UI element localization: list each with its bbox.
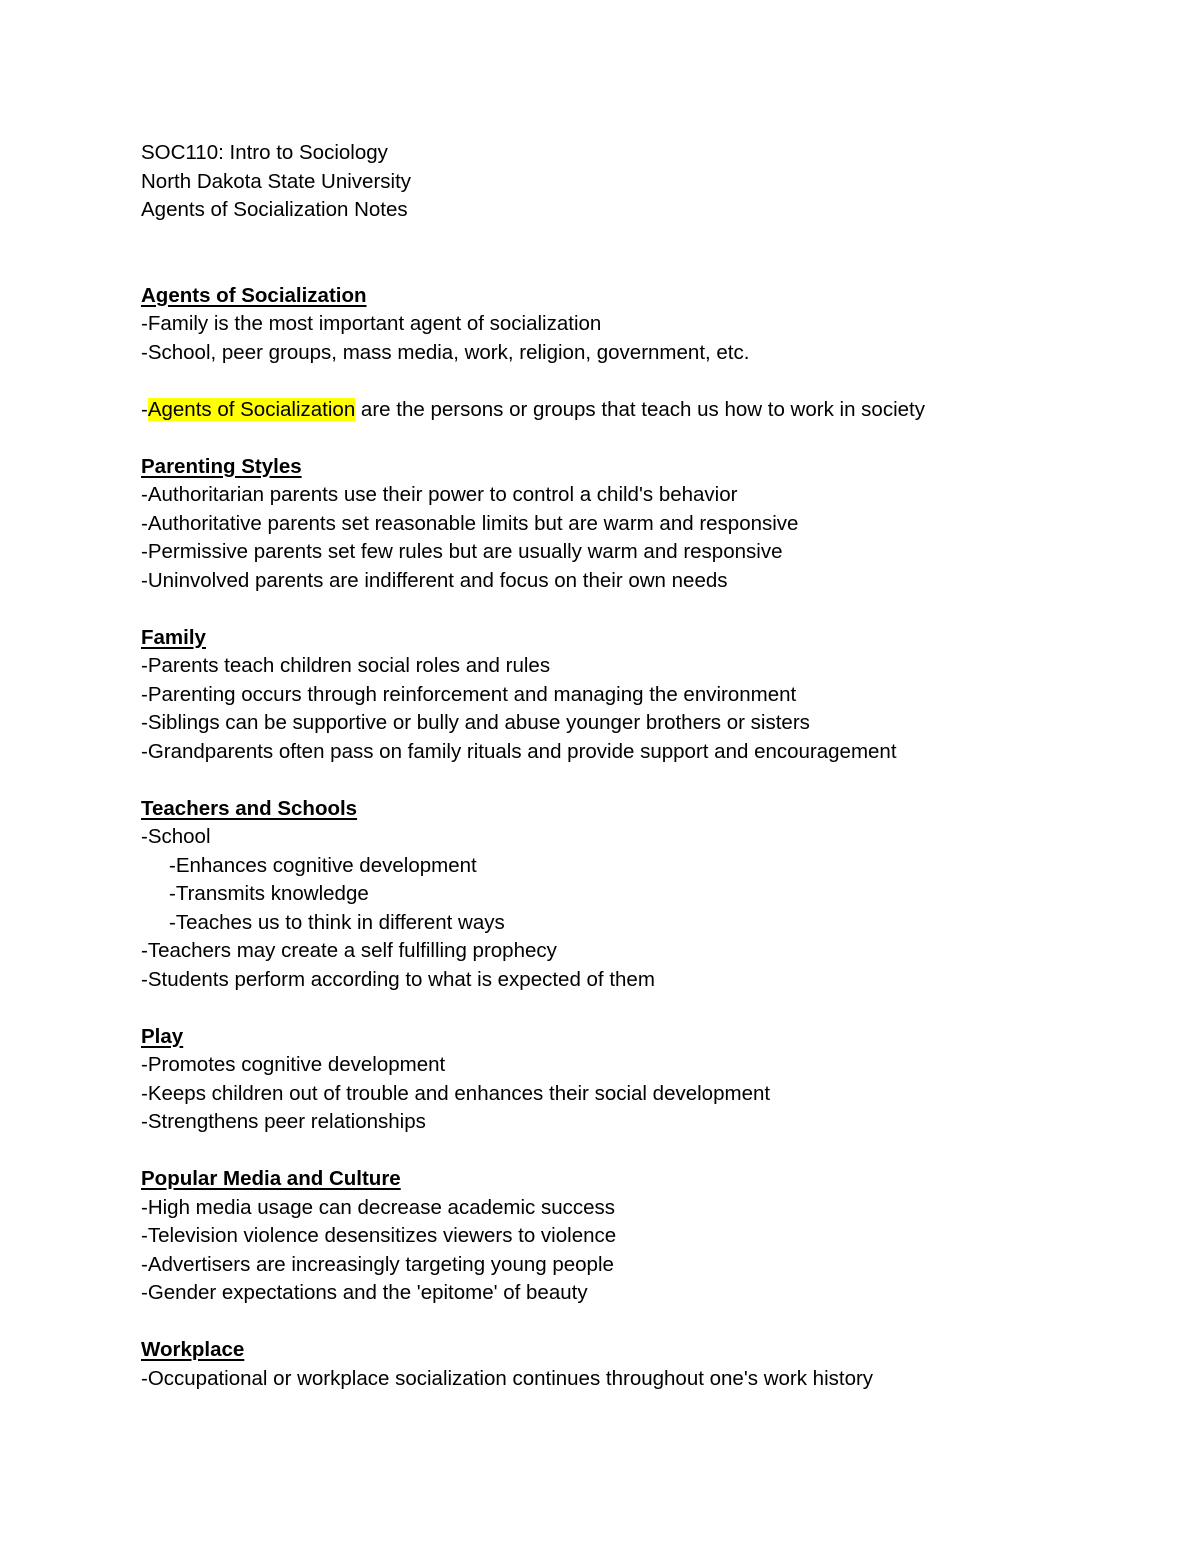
- note-line: -Television violence desensitizes viewers to violence: [141, 1224, 617, 1247]
- spacer: [141, 1308, 1041, 1337]
- note-line: -Students perform according to what is expected of them: [141, 967, 655, 991]
- note-line: -Grandparents often pass on family rituals and provide support and encouragement: [141, 739, 897, 763]
- note-line: -High media usage can decrease academic success: [141, 1195, 616, 1219]
- definition-prefix: -: [141, 397, 148, 421]
- note-line: -Strengthens peer relationships: [141, 1110, 426, 1133]
- note-line: -Parenting occurs through reinforcement and managing the environment: [141, 682, 797, 706]
- sub-note-line: -Enhances cognitive development: [169, 853, 477, 877]
- note-line: -Siblings can be supportive or bully and abuse younger brothers or sisters: [141, 711, 810, 734]
- university-name: North Dakota State University: [141, 169, 412, 193]
- note-line: -Uninvolved parents are indifferent and focus on their own needs: [141, 568, 728, 592]
- sub-note-line: -Transmits knowledge: [169, 882, 369, 905]
- section-heading-family: Family: [141, 625, 206, 649]
- spacer: [141, 367, 1041, 396]
- spacer: [141, 1137, 1041, 1166]
- definition-line: [141, 396, 1041, 425]
- course-title: SOC110: Intro to Sociology: [141, 141, 388, 164]
- note-line: -Authoritarian parents use their power to control a child's behavior: [141, 483, 738, 506]
- spacer: [141, 225, 1041, 282]
- spacer: [141, 766, 1041, 795]
- spacer: [141, 424, 1041, 453]
- section-heading-play: Play: [141, 1024, 184, 1048]
- definition-text: are the persons or groups that teach us how to work in society: [355, 397, 925, 421]
- highlighted-term: Agents of Socialization: [147, 397, 356, 421]
- note-line: -Permissive parents set few rules but are usually warm and responsive: [141, 540, 783, 563]
- document-page: [141, 139, 1041, 1393]
- note-line: -Teachers may create a self fulfilling prophecy: [141, 939, 557, 962]
- spacer: [141, 595, 1041, 624]
- section-heading-parenting: Parenting Styles: [141, 454, 302, 478]
- note-line: -Authoritative parents set reasonable limits but are warm and responsive: [141, 511, 799, 535]
- section-heading-agents: Agents of Socialization: [141, 283, 367, 307]
- document-title: Agents of Socialization Notes: [141, 198, 408, 221]
- sub-note-line: -Teaches us to think in different ways: [169, 910, 505, 934]
- note-line: -Occupational or workplace socialization continues throughout one's work history: [141, 1366, 874, 1390]
- section-heading-teachers: Teachers and Schools: [141, 796, 358, 820]
- note-line: -Family is the most important agent of socialization: [141, 312, 602, 335]
- note-line: -Keeps children out of trouble and enhances their social development: [141, 1081, 771, 1105]
- note-line: -Promotes cognitive development: [141, 1053, 446, 1076]
- note-line: -School: [141, 825, 211, 848]
- note-line: -Gender expectations and the 'epitome' of beauty: [141, 1281, 588, 1304]
- section-heading-media: Popular Media and Culture: [141, 1167, 401, 1190]
- section-heading-workplace: Workplace: [141, 1338, 245, 1361]
- note-line: -Advertisers are increasingly targeting young people: [141, 1252, 614, 1276]
- spacer: [141, 994, 1041, 1023]
- note-line: -School, peer groups, mass media, work, religion, government, etc.: [141, 340, 750, 364]
- note-line: -Parents teach children social roles and rules: [141, 654, 551, 677]
